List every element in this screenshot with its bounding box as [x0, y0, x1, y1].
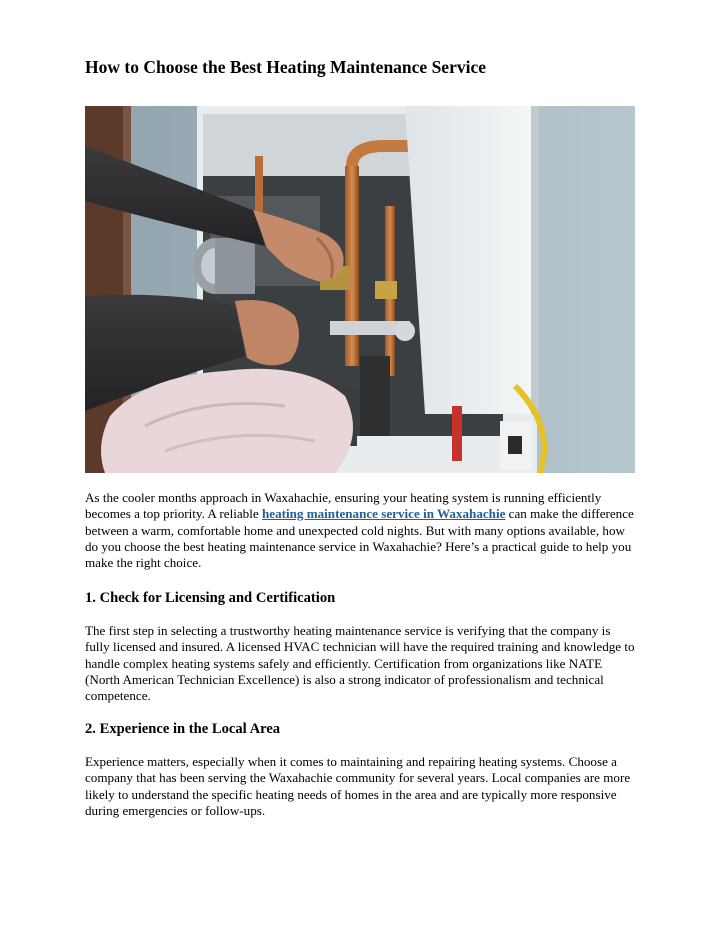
technician-servicing-boiler-photo: [85, 106, 635, 473]
intro-text-after-link: can make the difference between a warm, comfortable home and unexpected cold nights. But with many options available, how do you choose the best heating maintenance service in Waxahachie? Here’s a practical guide to help you make the right choice.: [85, 506, 634, 571]
section-heading-experience: 2. Experience in the Local Area: [85, 721, 281, 737]
heating-maintenance-link[interactable]: heating maintenance service in Waxahachie: [261, 506, 506, 522]
intro-paragraph: [85, 490, 637, 571]
page-title: How to Choose the Best Heating Maintenance Service: [85, 57, 486, 77]
intro-text-before-link: As the cooler months approach in Waxahachie, ensuring your heating system is running efficiently becomes a top priority. A reliable: [85, 490, 602, 522]
section-heading-licensing: 1. Check for Licensing and Certification: [85, 590, 336, 606]
section-body-licensing: The first step in selecting a trustworthy heating maintenance service is verifying that the company is fully licensed and insured. A licensed HVAC technician will have the required training and knowledge to handle complex heating systems safely and efficiently. Certification from organizations like NATE (North American Technician Excellence) is also a strong indicator of professionalism and technical competence.: [85, 623, 635, 704]
section-body-experience: Experience matters, especially when it comes to maintaining and repairing heating systems. Choose a company that has been serving the Waxahachie community for several years. Local companies are more likely to understand the specific heating needs of homes in the area and are typically more responsive during emergencies or follow-ups.: [85, 754, 631, 818]
